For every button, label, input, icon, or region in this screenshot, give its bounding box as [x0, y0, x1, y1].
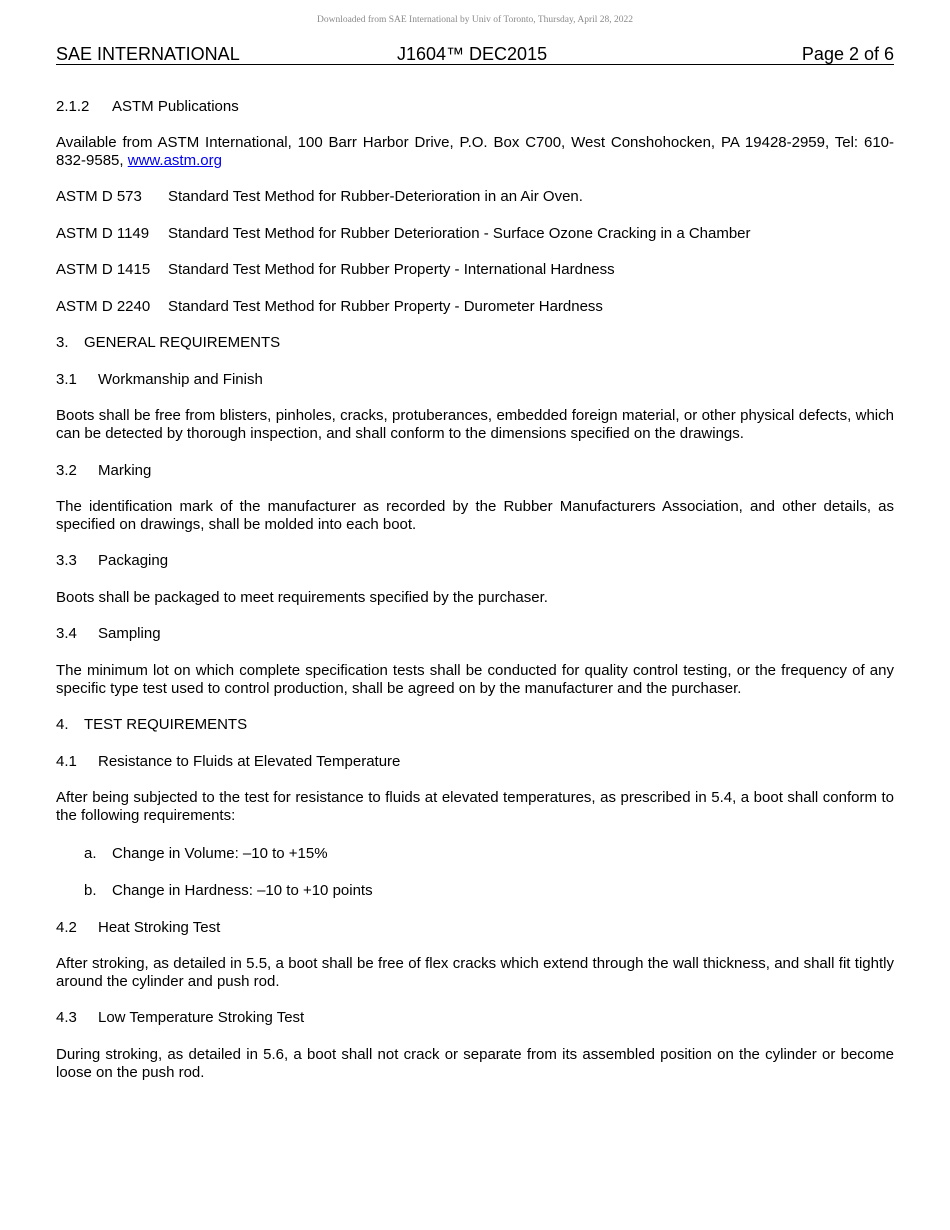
reference-title: Standard Test Method for Rubber Deterioration - Surface Ozone Cracking in a Chamber: [168, 225, 751, 242]
reference-code: ASTM D 1149: [56, 225, 150, 242]
list-item-label: b.: [84, 882, 97, 899]
section-4-2-body: After stroking, as detailed in 5.5, a boot shall be free of flex cracks which extend through the wall thickness, and shall fit tightly around the cylinder and push rod.: [56, 955, 894, 990]
requirement-list-item: [84, 845, 328, 863]
section-3-3-body: Boots shall be packaged to meet requirements specified by the purchaser.: [56, 589, 548, 606]
section-4-3-body: During stroking, as detailed in 5.6, a boot shall not crack or separate from its assembled position on the cylinder or become loose on the push rod.: [56, 1046, 894, 1081]
section-3-4-heading: [56, 625, 161, 643]
section-4-3-heading: [56, 1009, 304, 1027]
reference-title: Standard Test Method for Rubber-Deterioration in an Air Oven.: [168, 188, 583, 205]
header-organization: SAE INTERNATIONAL: [56, 44, 240, 64]
reference-row: [56, 261, 615, 279]
section-title: Packaging: [98, 552, 169, 569]
section-4-1-heading: [56, 753, 400, 771]
section-title: Marking: [98, 462, 152, 479]
reference-title: Standard Test Method for Rubber Property - International Hardness: [168, 261, 615, 278]
section-title: TEST REQUIREMENTS: [84, 716, 248, 733]
reference-row: [56, 188, 583, 206]
section-4-1-body: After being subjected to the test for resistance to fluids at elevated temperatures, as prescribed in 5.4, a boot shall conform to the following requirements:: [56, 789, 894, 824]
section-title: Workmanship and Finish: [98, 371, 263, 388]
list-item-label: a.: [84, 845, 97, 862]
astm-website-link[interactable]: www.astm.org: [127, 152, 222, 169]
reference-code: ASTM D 573: [56, 188, 142, 205]
section-number: 3.3: [56, 552, 77, 569]
section-number: 4.: [56, 716, 69, 733]
section-number: 3.4: [56, 625, 77, 642]
section-number: 4.1: [56, 753, 77, 770]
section-3-1-heading: [56, 371, 263, 389]
reference-row: [56, 298, 603, 316]
section-title: GENERAL REQUIREMENTS: [84, 334, 281, 351]
header-page-number: Page 2 of 6: [801, 44, 894, 64]
astm-availability-text: Available from ASTM International, 100 Barr Harbor Drive, P.O. Box C700, West Conshohocken, PA 19428-2959, Tel: 610-832-9585,: [56, 134, 894, 169]
reference-title: Standard Test Method for Rubber Property - Durometer Hardness: [168, 298, 603, 315]
section-4-2-heading: [56, 919, 220, 937]
section-3-heading: [56, 334, 280, 352]
section-number: 3.1: [56, 371, 77, 388]
section-number: 3.: [56, 334, 69, 351]
download-watermark: Downloaded from SAE International by Univ of Toronto, Thursday, April 28, 2022: [316, 15, 634, 25]
section-number: 3.2: [56, 462, 77, 479]
section-3-2-heading: [56, 462, 151, 480]
section-3-3-heading: [56, 552, 168, 570]
section-number: 4.3: [56, 1009, 77, 1026]
reference-row: [56, 225, 751, 243]
section-3-4-body: The minimum lot on which complete specification tests shall be conducted for quality control testing, or the frequency of any specific type test used to control production, shall be agreed on by the manufacturer and the purchaser.: [56, 662, 894, 697]
astm-availability-paragraph: [56, 134, 894, 170]
section-2-1-2-heading: [56, 98, 239, 116]
list-item-text: Change in Volume: –10 to +15%: [112, 845, 328, 862]
section-number: 4.2: [56, 919, 77, 936]
section-title: ASTM Publications: [112, 98, 239, 115]
page-header: [56, 44, 894, 65]
section-3-2-body: The identification mark of the manufacturer as recorded by the Rubber Manufacturers Association, and other details, as specified on drawings, shall be molded into each boot.: [56, 498, 894, 533]
requirement-list-item: [84, 882, 373, 900]
reference-code: ASTM D 2240: [56, 298, 151, 315]
reference-code: ASTM D 1415: [56, 261, 151, 278]
section-title: Heat Stroking Test: [98, 919, 221, 936]
section-number: 2.1.2: [56, 98, 90, 115]
list-item-text: Change in Hardness: –10 to +10 points: [112, 882, 373, 899]
header-document-id: J1604™ DEC2015: [397, 44, 548, 64]
section-title: Low Temperature Stroking Test: [98, 1009, 305, 1026]
section-title: Sampling: [98, 625, 161, 642]
section-3-1-body: Boots shall be free from blisters, pinholes, cracks, protuberances, embedded foreign material, or other physical defects, which can be detected by thorough inspection, and shall conform to the dimensions specified on the drawings.: [56, 407, 894, 442]
section-title: Resistance to Fluids at Elevated Temperature: [98, 753, 401, 770]
section-4-heading: [56, 716, 247, 734]
